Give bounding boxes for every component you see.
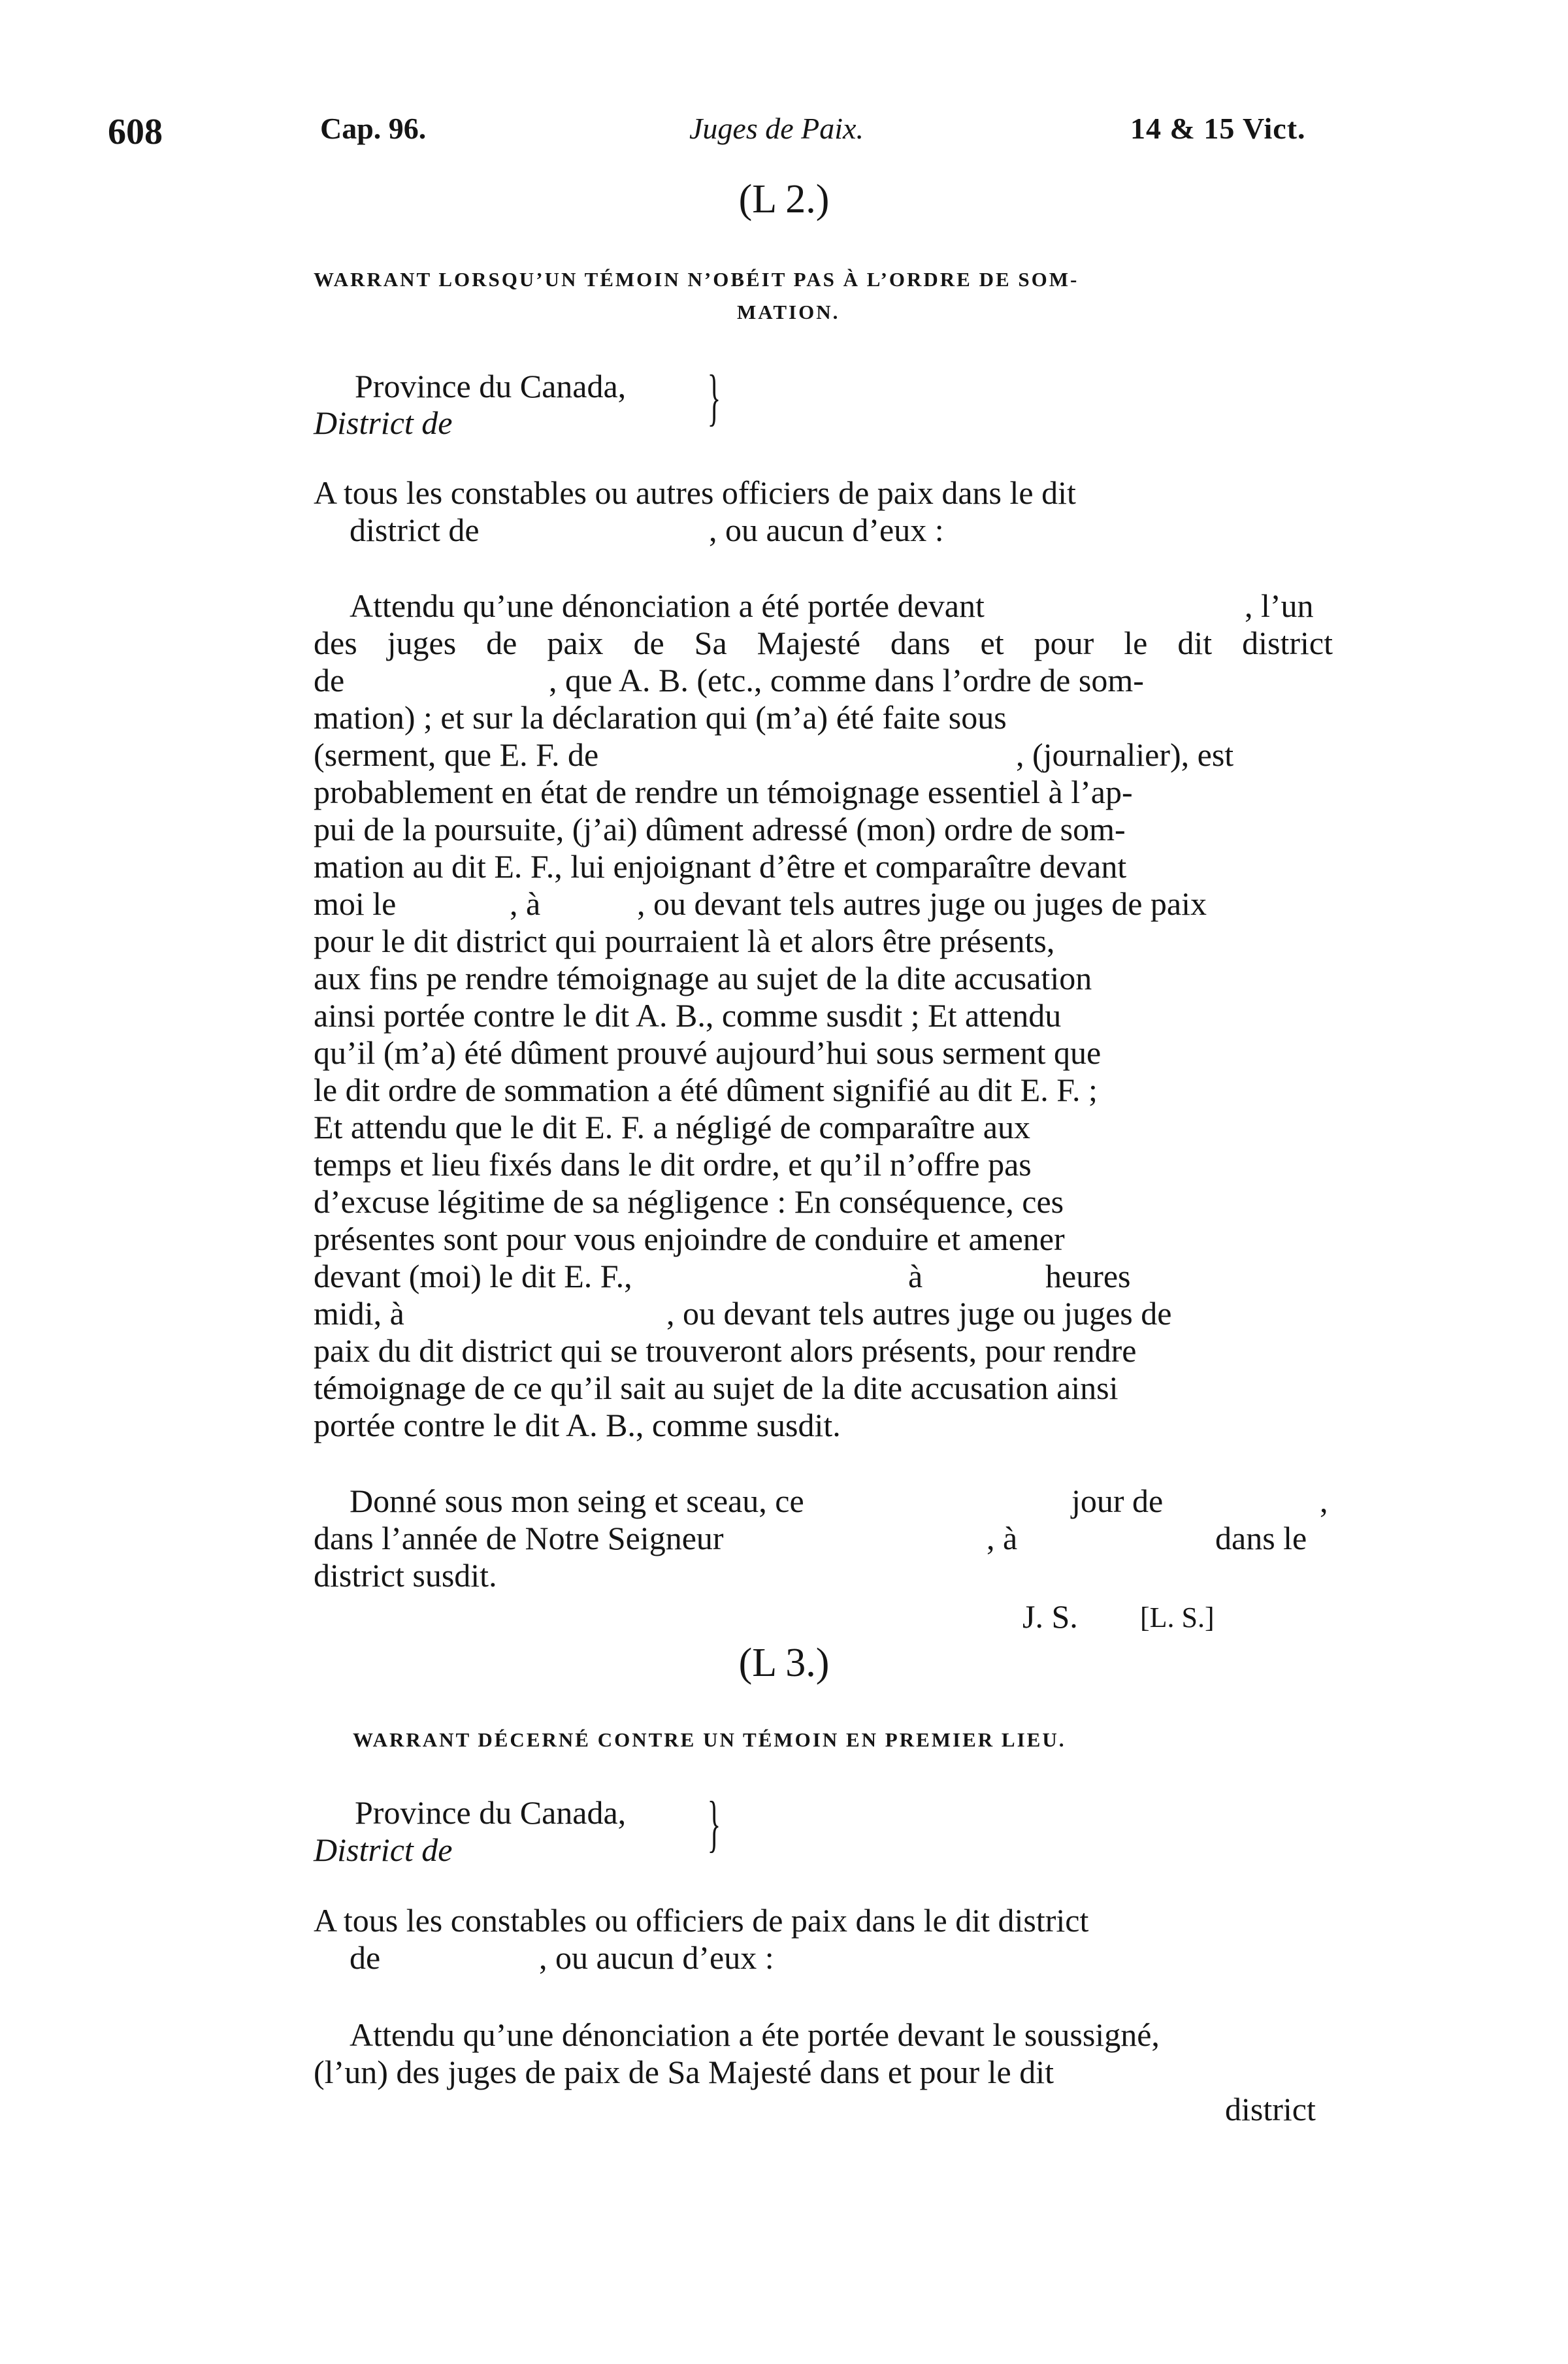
l2-body-9a: moi le <box>314 885 397 922</box>
l2-body-6: probablement en état de rendre un témoignage essentiel à l’ap- <box>314 774 1133 810</box>
venue-district-l2: District de <box>314 404 453 441</box>
form-title-l2-line2: MATION. <box>737 301 840 323</box>
l2-body-20b: , ou devant tels autres juge ou juges de <box>666 1295 1172 1332</box>
l2-body-9c: , ou devant tels autres juge ou juges de paix <box>637 885 1207 922</box>
address-l3-line1: A tous les constables ou officiers de paix dans le dit district <box>314 1902 1089 1939</box>
l2-body-18: présentes sont pour vous enjoindre de conduire et amener <box>314 1221 1065 1257</box>
l2-body-19b: à <box>908 1258 923 1294</box>
l2-body-21: paix du dit district qui se trouveront alors présents, pour rendre <box>314 1332 1137 1369</box>
l2-given-3: district susdit. <box>314 1557 497 1594</box>
chapter-label: Cap. 96. <box>320 112 427 145</box>
l2-body-20a: midi, à <box>314 1295 404 1332</box>
l2-body-16: temps et lieu fixés dans le dit ordre, et qu’il n’offre pas <box>314 1146 1032 1183</box>
venue-brace-l3: } <box>707 1788 721 1858</box>
l2-given-2a: dans l’année de Notre Seigneur <box>314 1520 724 1556</box>
venue-district-l3: District de <box>314 1831 453 1868</box>
l2-body-5a: (serment, que E. F. de <box>314 736 599 773</box>
venue-brace-l2: } <box>707 362 721 432</box>
regnal-year: 14 & 15 Vict. <box>1130 112 1306 145</box>
l2-body-15: Et attendu que le dit E. F. a négligé de comparaître aux <box>314 1109 1030 1145</box>
l2-body-4: mation) ; et sur la déclaration qui (m’a) été faite sous <box>314 699 1007 736</box>
address-l2-line1: A tous les constables ou autres officiers de paix dans le dit <box>314 474 1076 511</box>
l2-body-1b: , l’un <box>1245 587 1314 624</box>
running-title: Juges de Paix. <box>689 112 864 145</box>
l2-body-13: qu’il (m’a) été dûment prouvé aujourd’hui sous serment que <box>314 1034 1102 1071</box>
l2-body-17: d’excuse légitime de sa négligence : En conséquence, ces <box>314 1183 1064 1220</box>
l2-body-1a: Attendu qu’une dénonciation a été portée devant <box>350 587 985 624</box>
l2-body-3b: , que A. B. (etc., comme dans l’ordre de som- <box>549 662 1144 698</box>
venue-province-l2: Province du Canada, <box>355 368 627 404</box>
l2-body-14: le dit ordre de sommation a été dûment signifié au dit E. F. ; <box>314 1072 1098 1108</box>
address-l3-line2a: de <box>350 1939 381 1976</box>
l2-body-9b: , à <box>510 885 541 922</box>
l2-body-23: portée contre le dit A. B., comme susdit. <box>314 1407 841 1443</box>
l2-given-1b: jour de <box>1071 1483 1164 1519</box>
form-number-l2: (L 2.) <box>738 177 830 222</box>
l3-body-2: (l’un) des juges de paix de Sa Majesté dans et pour le dit <box>314 2054 1054 2090</box>
l2-given-1a: Donné sous mon seing et sceau, ce <box>350 1483 804 1519</box>
l2-body-7: pui de la poursuite, (j’ai) dûment adressé (mon) ordre de som- <box>314 811 1126 847</box>
l3-body-1: Attendu qu’une dénonciation a éte portée devant le soussigné, <box>350 2016 1160 2053</box>
address-l2-line2b: , ou aucun d’eux : <box>709 512 944 548</box>
l2-given-2b: , à <box>987 1520 1018 1556</box>
form-title-l2-line1: WARRANT LORSQU’UN TÉMOIN N’OBÉIT PAS À L’ORDRE DE SOM- <box>314 268 1079 291</box>
l3-body-3: district <box>1225 2091 1316 2127</box>
l2-signature: J. S. <box>1022 1598 1078 1635</box>
l2-body-3a: de <box>314 662 345 698</box>
l2-body-19c: heures <box>1045 1258 1131 1294</box>
l2-body-11: aux fins pe rendre témoignage au sujet de la dite accusation <box>314 960 1092 996</box>
l2-body-10: pour le dit district qui pourraient là et alors être présents, <box>314 923 1055 959</box>
address-l2-line2: district de <box>350 512 480 548</box>
l2-body-2: des juges de paix de Sa Majesté dans et pour le dit district <box>314 625 1333 661</box>
l2-body-8: mation au dit E. F., lui enjoignant d’être et comparaître devant <box>314 848 1127 885</box>
form-number-l3: (L 3.) <box>738 1641 830 1685</box>
l2-body-22: témoignage de ce qu’il sait au sujet de la dite accusation ainsi <box>314 1370 1119 1406</box>
address-l3-line2b: , ou aucun d’eux : <box>539 1939 774 1976</box>
l2-seal: [L. S.] <box>1140 1601 1215 1633</box>
l2-body-12: ainsi portée contre le dit A. B., comme susdit ; Et attendu <box>314 997 1062 1034</box>
venue-province-l3: Province du Canada, <box>355 1794 627 1831</box>
l2-body-5b: , (journalier), est <box>1016 736 1234 773</box>
l2-body-19a: devant (moi) le dit E. F., <box>314 1258 632 1294</box>
l2-given-1c: , <box>1320 1483 1328 1519</box>
l2-given-2c: dans le <box>1215 1520 1307 1556</box>
form-title-l3: WARRANT DÉCERNÉ CONTRE UN TÉMOIN EN PREMIER LIEU. <box>353 1728 1066 1751</box>
page-number: 608 <box>108 112 163 152</box>
